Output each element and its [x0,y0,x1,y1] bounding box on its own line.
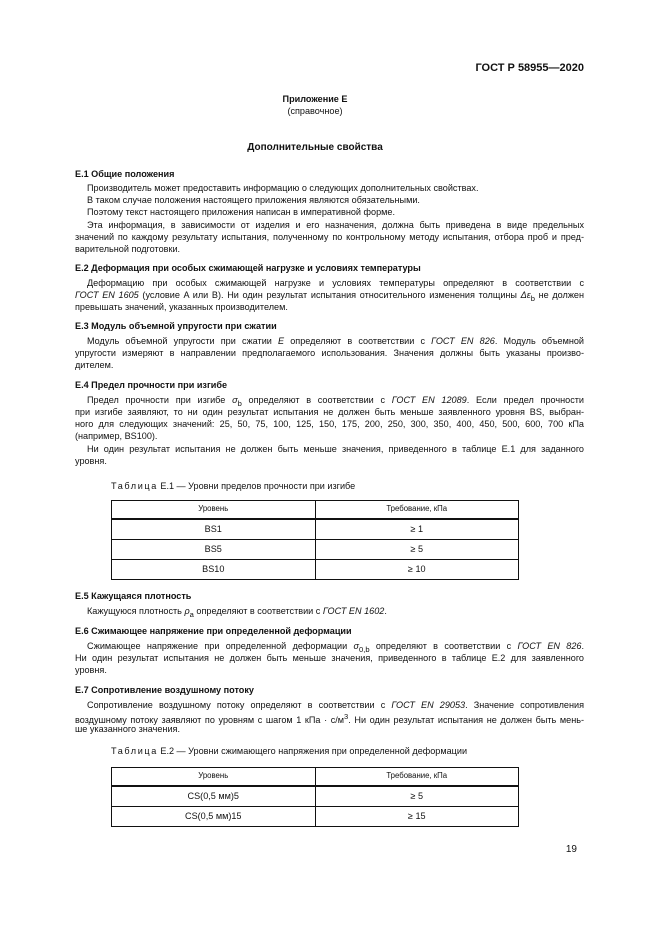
text-run: Сопротивление воздушному потоку определяют в соответствии с [87,700,392,710]
paragraph-line: варительной подготовки. [75,244,181,254]
paragraph-line: дителем. [75,360,114,370]
text-run: Предел прочности при изгибе [87,395,233,405]
table-header-row [112,768,519,787]
text-run: (условие A или B). Ни один результат испытания относительного изменения толщины [138,290,521,300]
standard-reference: ГОСТ EN 12089 [391,395,467,405]
table-caption [111,480,355,492]
text-run: . Модуль объемной [494,336,584,346]
paragraph-line: уровня. [75,456,107,466]
table-row [112,807,519,827]
text-run: . [384,606,387,616]
table-row [112,519,519,540]
paragraph-line [75,335,584,347]
paragraph-line: (например, BS100). [75,431,158,441]
cell-requirement: ≥ 5 [315,786,519,807]
cell-requirement: ≥ 5 [315,540,519,560]
caption-text: Е.1 — Уровни пределов прочности при изгибе [157,481,356,491]
paragraph-line [87,605,387,621]
text-run: определяют в соответствии с [193,606,323,616]
paragraph-line: Деформацию при особых сжимающей нагрузке и условиях температуры определяют в соответствии с [87,278,584,288]
paragraph-line: Ни один результат испытания не должен быть меньше значения, приведенного в таблице Е.2 для заявленного [75,653,584,663]
math-symbol: σ [353,641,360,651]
paragraph-line: ше указанного значения. [75,724,180,734]
subscript: a [189,609,194,619]
text-run: . Ни один результат испытания не должен быть мень- [348,715,584,726]
paragraph-line: Ни один результат испытания не должен быть меньше значения, приведенного в таблице Е.1 для заданного [87,444,584,454]
caption-word: Таблица [111,481,158,491]
section-heading-e5: Е.5 Кажущаяся плотность [75,591,192,601]
table-caption [111,745,467,757]
math-symbol: Δε [520,290,531,300]
paragraph-line: ного для следующих значений: 25, 50, 75, 100, 125, 150, 175, 200, 250, 300, 350, 400, 450, 500, 600, 700 кПа [75,419,584,429]
text-run: не должен [534,290,585,300]
column-header-level: Уровень [112,768,316,787]
paragraph-line: при изгибе заявляют, то ни один результат испытания не должен быть меньше заявленного уровня BS, выбран- [75,407,584,417]
paragraph-line: Поэтому текст настоящего приложения написан в императивной форме. [87,207,395,217]
paragraph-line [75,699,584,711]
paragraph-line: уровня. [75,665,107,675]
table-e2 [111,767,519,827]
paragraph-line: значений по каждому результату испытания, полученному по контрольному методу испытания, отбора проб и пред- [75,232,584,242]
table-header-row [112,501,519,520]
cell-requirement: ≥ 1 [315,519,519,540]
page-title: Дополнительные свойства [247,142,383,153]
cell-level: BS5 [112,540,316,560]
paragraph-line: превышать значений, указанных производителем. [75,302,288,312]
column-header-requirement: Требование, кПа [315,501,519,520]
cell-level: CS(0,5 мм)15 [112,807,316,827]
subscript: 0,b [359,644,370,654]
caption-word: Таблица [111,746,158,756]
cell-level: BS10 [112,560,316,580]
section-heading-e7: Е.7 Сопротивление воздушному потоку [75,685,254,695]
text-run: Сжимающее напряжение при определенной деформации [87,641,354,651]
paragraph-line: Производитель может предоставить информацию о следующих дополнительных свойствах. [87,183,479,193]
section-heading-e4: Е.4 Предел прочности при изгибе [75,380,227,390]
subscript: b [237,398,242,408]
column-header-level: Уровень [112,501,316,520]
standard-reference: ГОСТ EN 826 [517,641,582,651]
standard-reference: ГОСТ EN 1602 [322,606,385,616]
text-run: . Значение сопротивления [465,700,584,710]
math-symbol: σ [232,395,238,405]
standard-number: ГОСТ Р 58955—2020 [475,62,584,74]
cell-level: CS(0,5 мм)5 [112,786,316,807]
section-heading-e1: Е.1 Общие положения [75,169,175,179]
appendix-title: Приложение Е [282,94,348,104]
standard-reference: ГОСТ EN 826 [431,336,495,346]
text-run: определяют в соответствии с [369,641,518,651]
text-run: определяют в соответствии с [284,336,432,346]
text-run: . Если предел прочности [466,395,584,405]
text-run: определяют в соответствии с [241,395,392,405]
table-row [112,560,519,580]
text-run: Модуль объемной упругости при сжатии [87,336,279,346]
text-run: . [581,641,584,651]
paragraph-line: В таком случае положения настоящего приложения являются обязательными. [87,195,420,205]
math-symbol: ρ [184,606,190,616]
text-run: Кажущуюся плотность [87,606,185,616]
paragraph-line: Эта информация, в зависимости от изделия и его назначения, должна быть приведена в виде предельных [87,220,584,230]
cell-level: BS1 [112,519,316,540]
standard-reference: ГОСТ EN 29053 [391,700,466,710]
superscript: 3 [344,712,349,721]
paragraph-line: упругости измеряют в направлении предполагаемого использования. Значения должны быть указаны произво- [75,348,584,358]
column-header-requirement: Требование, кПа [315,768,519,787]
cell-requirement: ≥ 10 [315,560,519,580]
table-e1 [111,500,519,580]
text-run: воздушному потоку заявляют по уровням с шагом 1 кПа · с/м [75,715,345,726]
standard-reference: ГОСТ EN 1605 [75,290,139,300]
page-number: 19 [565,844,577,855]
appendix-note: (справочное) [287,106,343,116]
table-row [112,786,519,807]
section-heading-e2: Е.2 Деформация при особых сжимающей нагрузке и условиях температуры [75,263,421,273]
math-symbol: E [278,336,285,346]
cell-requirement: ≥ 15 [315,807,519,827]
caption-text: Е.2 — Уровни сжимающего напряжения при определенной деформации [157,746,468,756]
section-heading-e6: Е.6 Сжимающее напряжение при определенной деформации [75,626,352,636]
subscript: b [530,293,535,303]
section-heading-e3: Е.3 Модуль объемной упругости при сжатии [75,321,277,331]
table-row [112,540,519,560]
